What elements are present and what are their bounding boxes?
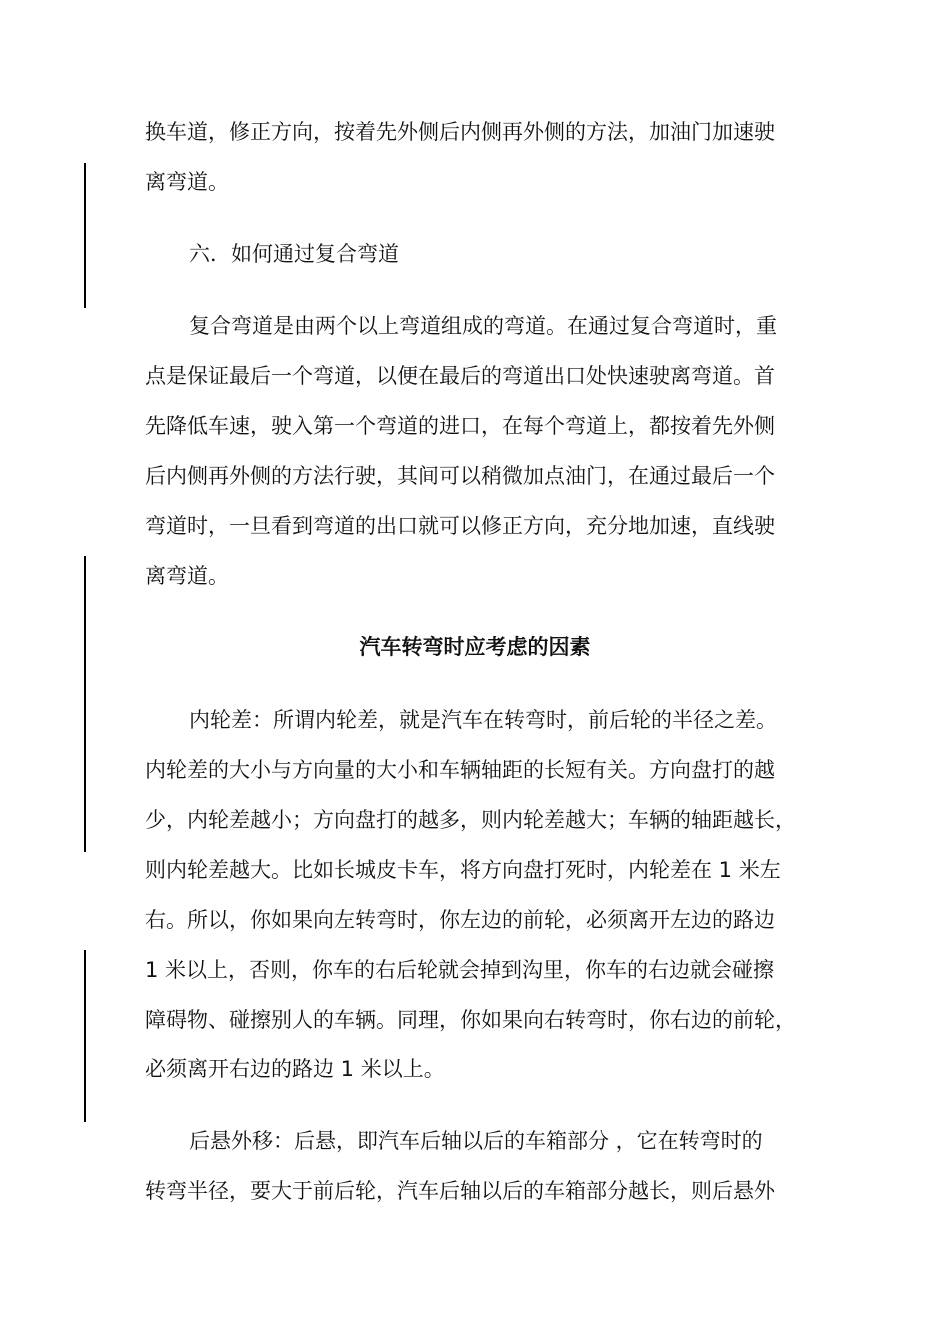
text-line: 则内轮差越大。比如长城皮卡车，将方向盘打死时，内轮差在 1 米左 [145, 858, 781, 882]
text-line: 必须离开右边的路边 1 米以上。 [145, 1057, 445, 1081]
page-heading: 汽车转弯时应考虑的因素 [359, 635, 591, 659]
text-line: 弯道时，一旦看到弯道的出口就可以修正方向，充分地加速，直线驶 [145, 514, 775, 538]
revision-bar [84, 556, 86, 852]
text-line: 障碍物、碰擦别人的车辆。同理，你如果向右转弯时，你右边的前轮， [145, 1008, 796, 1032]
text-line: 点是保证最后一个弯道，以便在最后的弯道出口处快速驶离弯道。首 [145, 364, 775, 388]
text-line: 换车道，修正方向，按着先外侧后内侧再外侧的方法，加油门加速驶 [145, 120, 775, 144]
text-line: 离弯道。 [145, 170, 229, 194]
text-line: 内轮差的大小与方向量的大小和车辆轴距的长短有关。方向盘打的越 [145, 758, 775, 782]
revision-bar [84, 163, 86, 308]
text-line: 1 米以上，否则，你车的右后轮就会掉到沟里，你车的右边就会碰擦 [145, 958, 775, 982]
text-line: 少，内轮差越小；方向盘打的越多，则内轮差越大；车辆的轴距越长， [145, 808, 796, 832]
text-line: 右。所以，你如果向左转弯时，你左边的前轮，必须离开左边的路边 [145, 908, 775, 932]
text-line: 离弯道。 [145, 564, 229, 588]
text-line: 内轮差：所谓内轮差，就是汽车在转弯时，前后轮的半径之差。 [189, 708, 777, 732]
text-line: 转弯半径，要大于前后轮，汽车后轴以后的车箱部分越长，则后悬外 [145, 1179, 775, 1203]
text-line: 先降低车速，驶入第一个弯道的进口，在每个弯道上，都按着先外侧 [145, 414, 775, 438]
text-line: 后内侧再外侧的方法行驶，其间可以稍微加点油门，在通过最后一个 [145, 464, 775, 488]
text-line: 后悬外移：后悬，即汽车后轴以后的车箱部分 ，它在转弯时的 [189, 1129, 763, 1153]
section-title: 六．如何通过复合弯道 [189, 242, 399, 266]
revision-bar [84, 950, 86, 1122]
text-line: 复合弯道是由两个以上弯道组成的弯道。在通过复合弯道时，重 [189, 314, 777, 338]
